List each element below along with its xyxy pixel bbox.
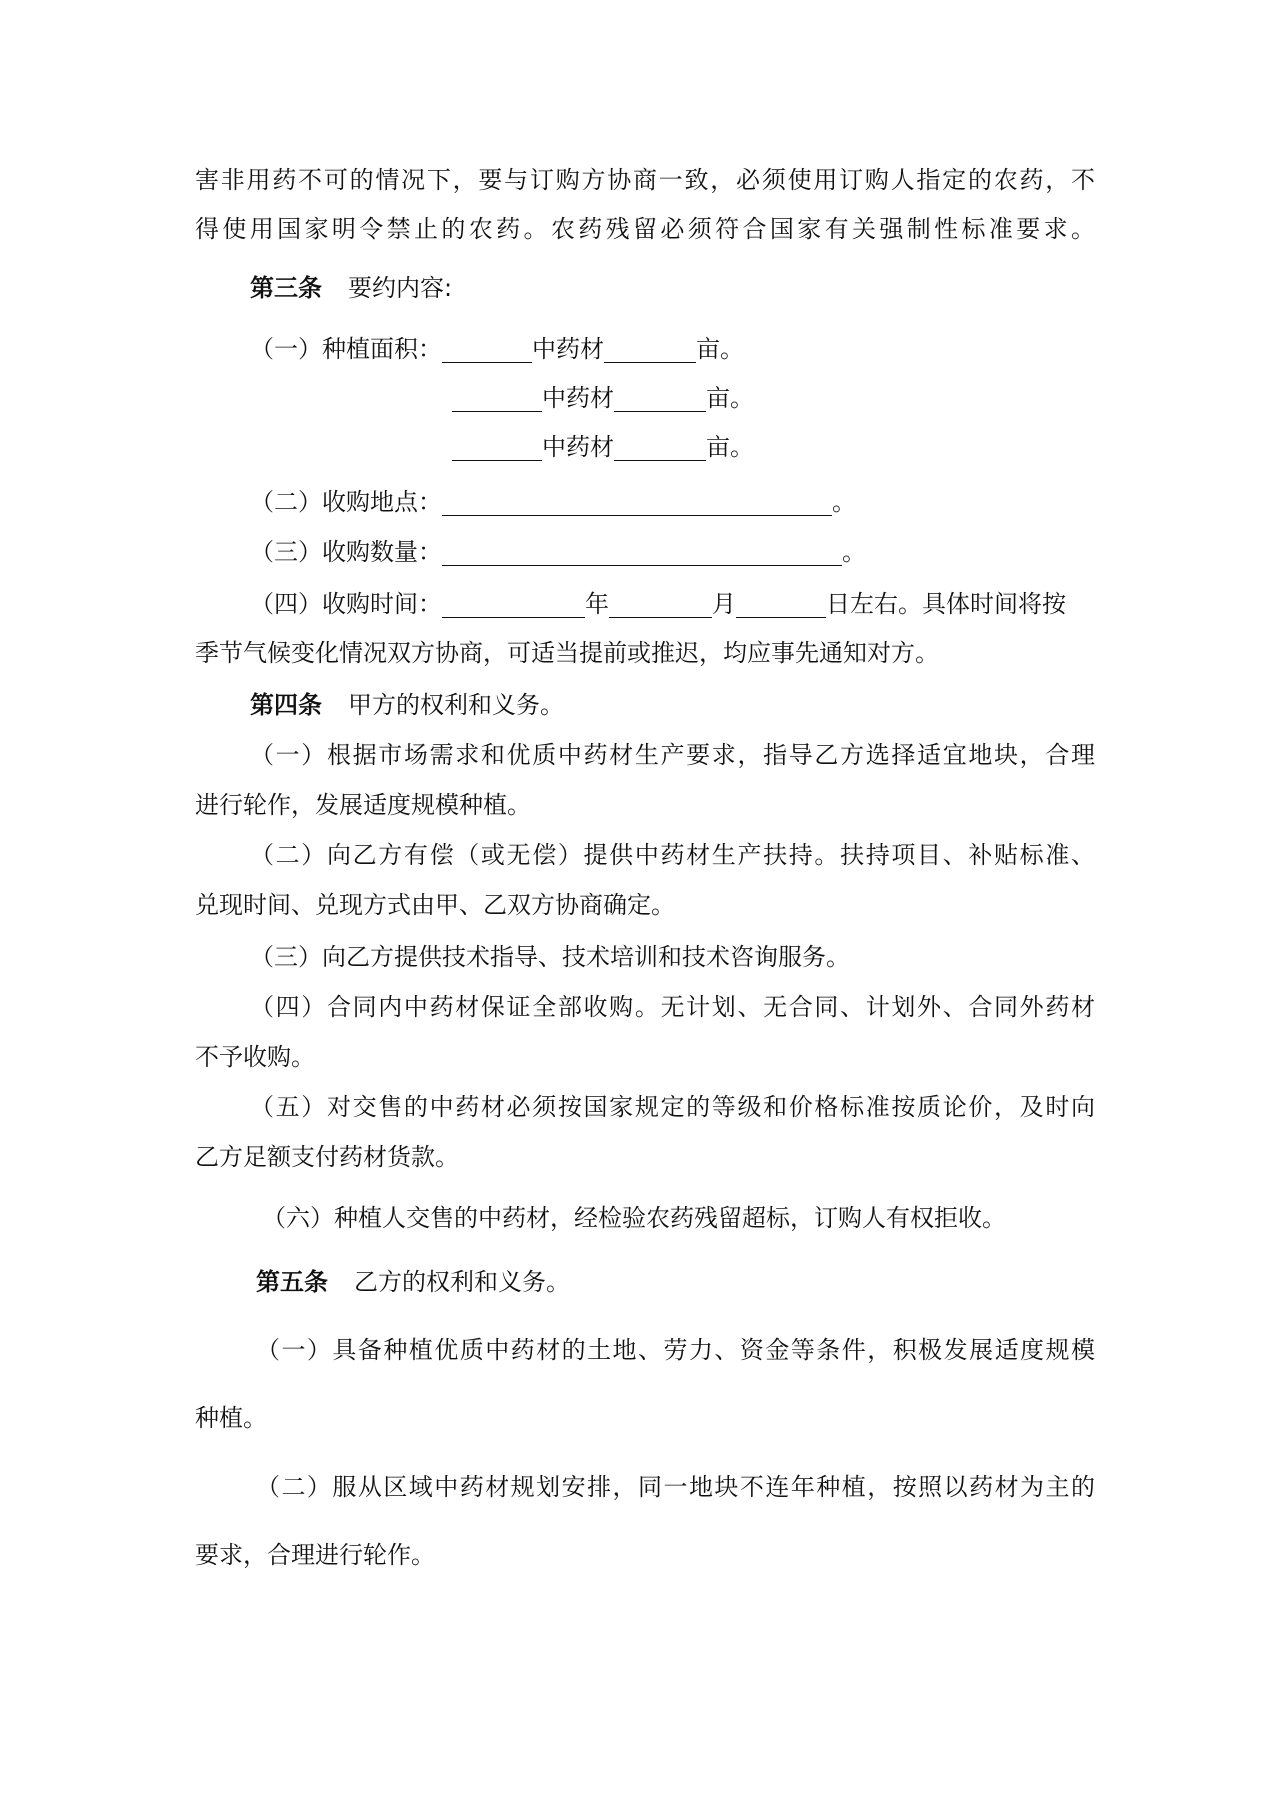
article-3-label: 第三条 <box>250 274 322 302</box>
article-5-item-1-line-1: （一）具备种植优质中药材的土地、劳力、资金等条件，积极发展适度规模 <box>256 1336 1095 1364</box>
article-5-item-2-line-1: （二）服从区域中药材规划安排，同一地块不连年种植，按照以药材为主的 <box>256 1473 1095 1501</box>
purchase-quantity-label: （三）收购数量： <box>250 538 442 566</box>
year-blank[interactable] <box>442 593 585 618</box>
planting-area-row-2 <box>452 383 754 413</box>
article-4-item-5-line-1: （五）对交售的中药材必须按国家规定的等级和价格标准按质论价，及时向 <box>250 1093 1095 1121</box>
herb-text: 中药材 <box>542 384 614 412</box>
article-5-item-1-line-2: 种植。 <box>195 1404 267 1432</box>
purchase-location-row <box>250 487 856 517</box>
day-blank[interactable] <box>736 593 826 618</box>
herb-text: 中药材 <box>532 335 604 363</box>
purchase-time-line-2: 季节气候变化情况双方协商，可适当提前或推迟，均应事先通知对方。 <box>195 639 939 667</box>
herb-name-blank[interactable] <box>452 387 542 412</box>
article-5-item-2-line-2: 要求，合理进行轮作。 <box>195 1541 435 1569</box>
unit-text: 亩。 <box>706 433 754 461</box>
planting-area-row-3 <box>452 432 754 462</box>
purchase-location-label: （二）收购地点： <box>250 488 442 516</box>
purchase-time-row <box>250 589 1066 619</box>
month-text: 月 <box>712 590 736 618</box>
purchase-quantity-row <box>250 537 866 567</box>
purchase-location-blank[interactable] <box>442 491 832 516</box>
unit-text: 亩。 <box>696 335 744 363</box>
article-5-heading <box>256 1267 570 1297</box>
area-amount-blank[interactable] <box>604 338 696 363</box>
day-text: 日左右。具体时间将按 <box>826 590 1066 618</box>
paragraph-pesticide-line-2: 得使用国家明令禁止的农药。农药残留必须符合国家有关强制性标准要求。 <box>195 215 1095 243</box>
article-4-item-1-line-1: （一）根据市场需求和优质中药材生产要求，指导乙方选择适宜地块，合理 <box>250 741 1095 769</box>
purchase-time-label: （四）收购时间： <box>250 590 442 618</box>
article-4-heading <box>250 690 564 720</box>
planting-area-row-1 <box>250 334 744 364</box>
herb-name-blank[interactable] <box>442 338 532 363</box>
paragraph-pesticide-line-1: 害非用药不可的情况下，要与订购方协商一致，必须使用订购人指定的农药，不 <box>195 166 1095 194</box>
article-4-item-2-line-2: 兑现时间、兑现方式由甲、乙双方协商确定。 <box>195 891 675 919</box>
article-5-label: 第五条 <box>256 1268 328 1296</box>
planting-area-label: （一）种植面积： <box>250 335 442 363</box>
herb-text: 中药材 <box>542 433 614 461</box>
herb-name-blank[interactable] <box>452 436 542 461</box>
article-3-heading <box>250 273 452 303</box>
period-text: 。 <box>832 488 856 516</box>
article-4-title: 甲方的权利和义务。 <box>348 691 564 719</box>
month-blank[interactable] <box>609 593 712 618</box>
article-4-item-4-line-1: （四）合同内中药材保证全部收购。无计划、无合同、计划外、合同外药材 <box>250 993 1095 1021</box>
article-3-title: 要约内容: <box>348 274 453 302</box>
purchase-quantity-blank[interactable] <box>442 541 842 566</box>
article-4-item-6: （六）种植人交售的中药材，经检验农药残留超标，订购人有权拒收。 <box>262 1204 1006 1232</box>
article-4-label: 第四条 <box>250 691 322 719</box>
area-amount-blank[interactable] <box>614 436 706 461</box>
article-4-item-3: （三）向乙方提供技术指导、技术培训和技术咨询服务。 <box>250 943 850 971</box>
period-text: 。 <box>842 538 866 566</box>
article-4-item-1-line-2: 进行轮作，发展适度规模种植。 <box>195 791 531 819</box>
unit-text: 亩。 <box>706 384 754 412</box>
article-4-item-2-line-1: （二）向乙方有偿（或无偿）提供中药材生产扶持。扶持项目、补贴标准、 <box>250 841 1095 869</box>
area-amount-blank[interactable] <box>614 387 706 412</box>
year-text: 年 <box>585 590 609 618</box>
article-4-item-5-line-2: 乙方足额支付药材货款。 <box>195 1143 459 1171</box>
article-4-item-4-line-2: 不予收购。 <box>195 1043 315 1071</box>
article-5-title: 乙方的权利和义务。 <box>354 1268 570 1296</box>
